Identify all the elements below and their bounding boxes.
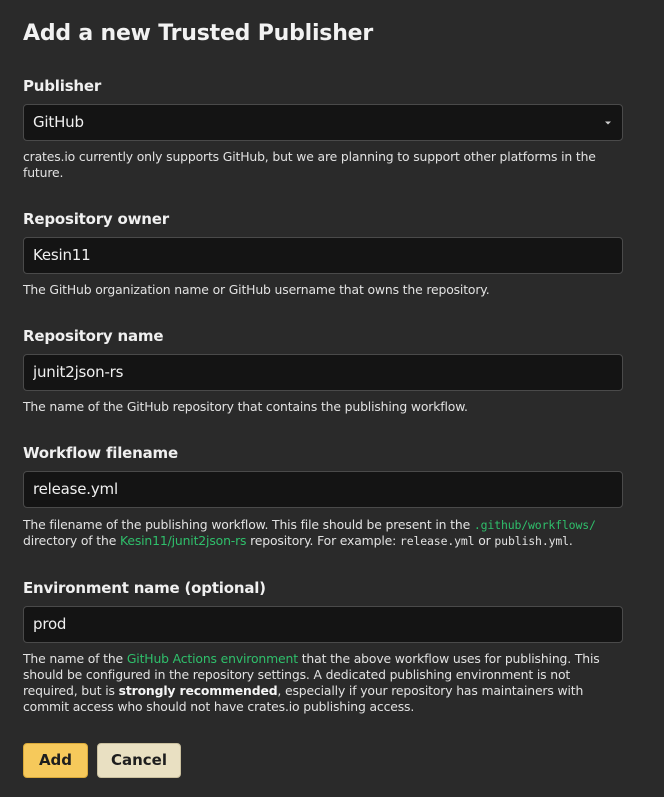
cancel-button[interactable]: Cancel: [97, 743, 181, 778]
workflow-label: Workflow filename: [23, 444, 178, 462]
workflow-help-or: or: [478, 533, 491, 548]
workflow-input-box: [23, 471, 623, 508]
workflow-field: [23, 443, 623, 548]
environment-input-box: [23, 606, 623, 643]
repo-name-field: [23, 326, 623, 414]
repo-link[interactable]: Kesin11/junit2json-rs: [119, 533, 247, 548]
page-title: Add a new Trusted Publisher: [23, 21, 374, 46]
repo-name-input-box: [23, 354, 623, 391]
environment-label: Environment name (optional): [23, 579, 266, 597]
environment-help-text: The name of the: [23, 651, 124, 666]
repo-name-help: The name of the GitHub repository that contains the publishing workflow.: [23, 399, 468, 414]
repo-name-input[interactable]: [33, 355, 593, 390]
environment-field: [23, 578, 623, 714]
publisher-help: crates.io currently only supports GitHub, but we are planning to support other platforms in the future.: [23, 149, 596, 180]
publisher-select[interactable]: [23, 104, 623, 141]
publisher-label: Publisher: [23, 77, 102, 95]
add-button[interactable]: Add: [23, 743, 88, 778]
workflow-help: [23, 517, 623, 549]
repo-owner-field: [23, 209, 623, 297]
repo-name-label: Repository name: [23, 327, 164, 345]
workflow-help-end: .: [568, 533, 573, 548]
workflow-help-text-2: directory of the: [23, 533, 117, 548]
chevron-down-icon: [603, 118, 613, 128]
environment-help-text-3: , especially if your repository has maintainers with commit access who should not have crates.io publishing access.: [23, 683, 584, 714]
workflow-help-text-3: repository. For example:: [250, 533, 397, 548]
github-actions-environment-link[interactable]: GitHub Actions environment: [126, 651, 298, 666]
example-code-publish: publish.yml: [494, 534, 569, 548]
repo-owner-help: The GitHub organization name or GitHub username that owns the repository.: [23, 282, 490, 297]
workflow-help-text: The filename of the publishing workflow. This file should be present in the: [23, 517, 471, 532]
repo-owner-input[interactable]: [33, 238, 593, 273]
environment-input[interactable]: [33, 607, 593, 642]
example-code-release: release.yml: [399, 534, 475, 548]
workflow-path-code: .github/workflows/: [473, 518, 596, 532]
environment-help: [23, 651, 623, 715]
publisher-field: [23, 76, 623, 180]
repo-owner-label: Repository owner: [23, 210, 169, 228]
publisher-select-value: GitHub: [33, 113, 84, 131]
repo-owner-input-box: [23, 237, 623, 274]
environment-help-text-2: that the above workflow uses for publishing. This should be configured in the repository settings. A dedicated publishing environment is not required, but is: [23, 651, 600, 698]
workflow-input[interactable]: [33, 472, 593, 507]
strongly-recommended-text: strongly recommended: [118, 683, 278, 698]
